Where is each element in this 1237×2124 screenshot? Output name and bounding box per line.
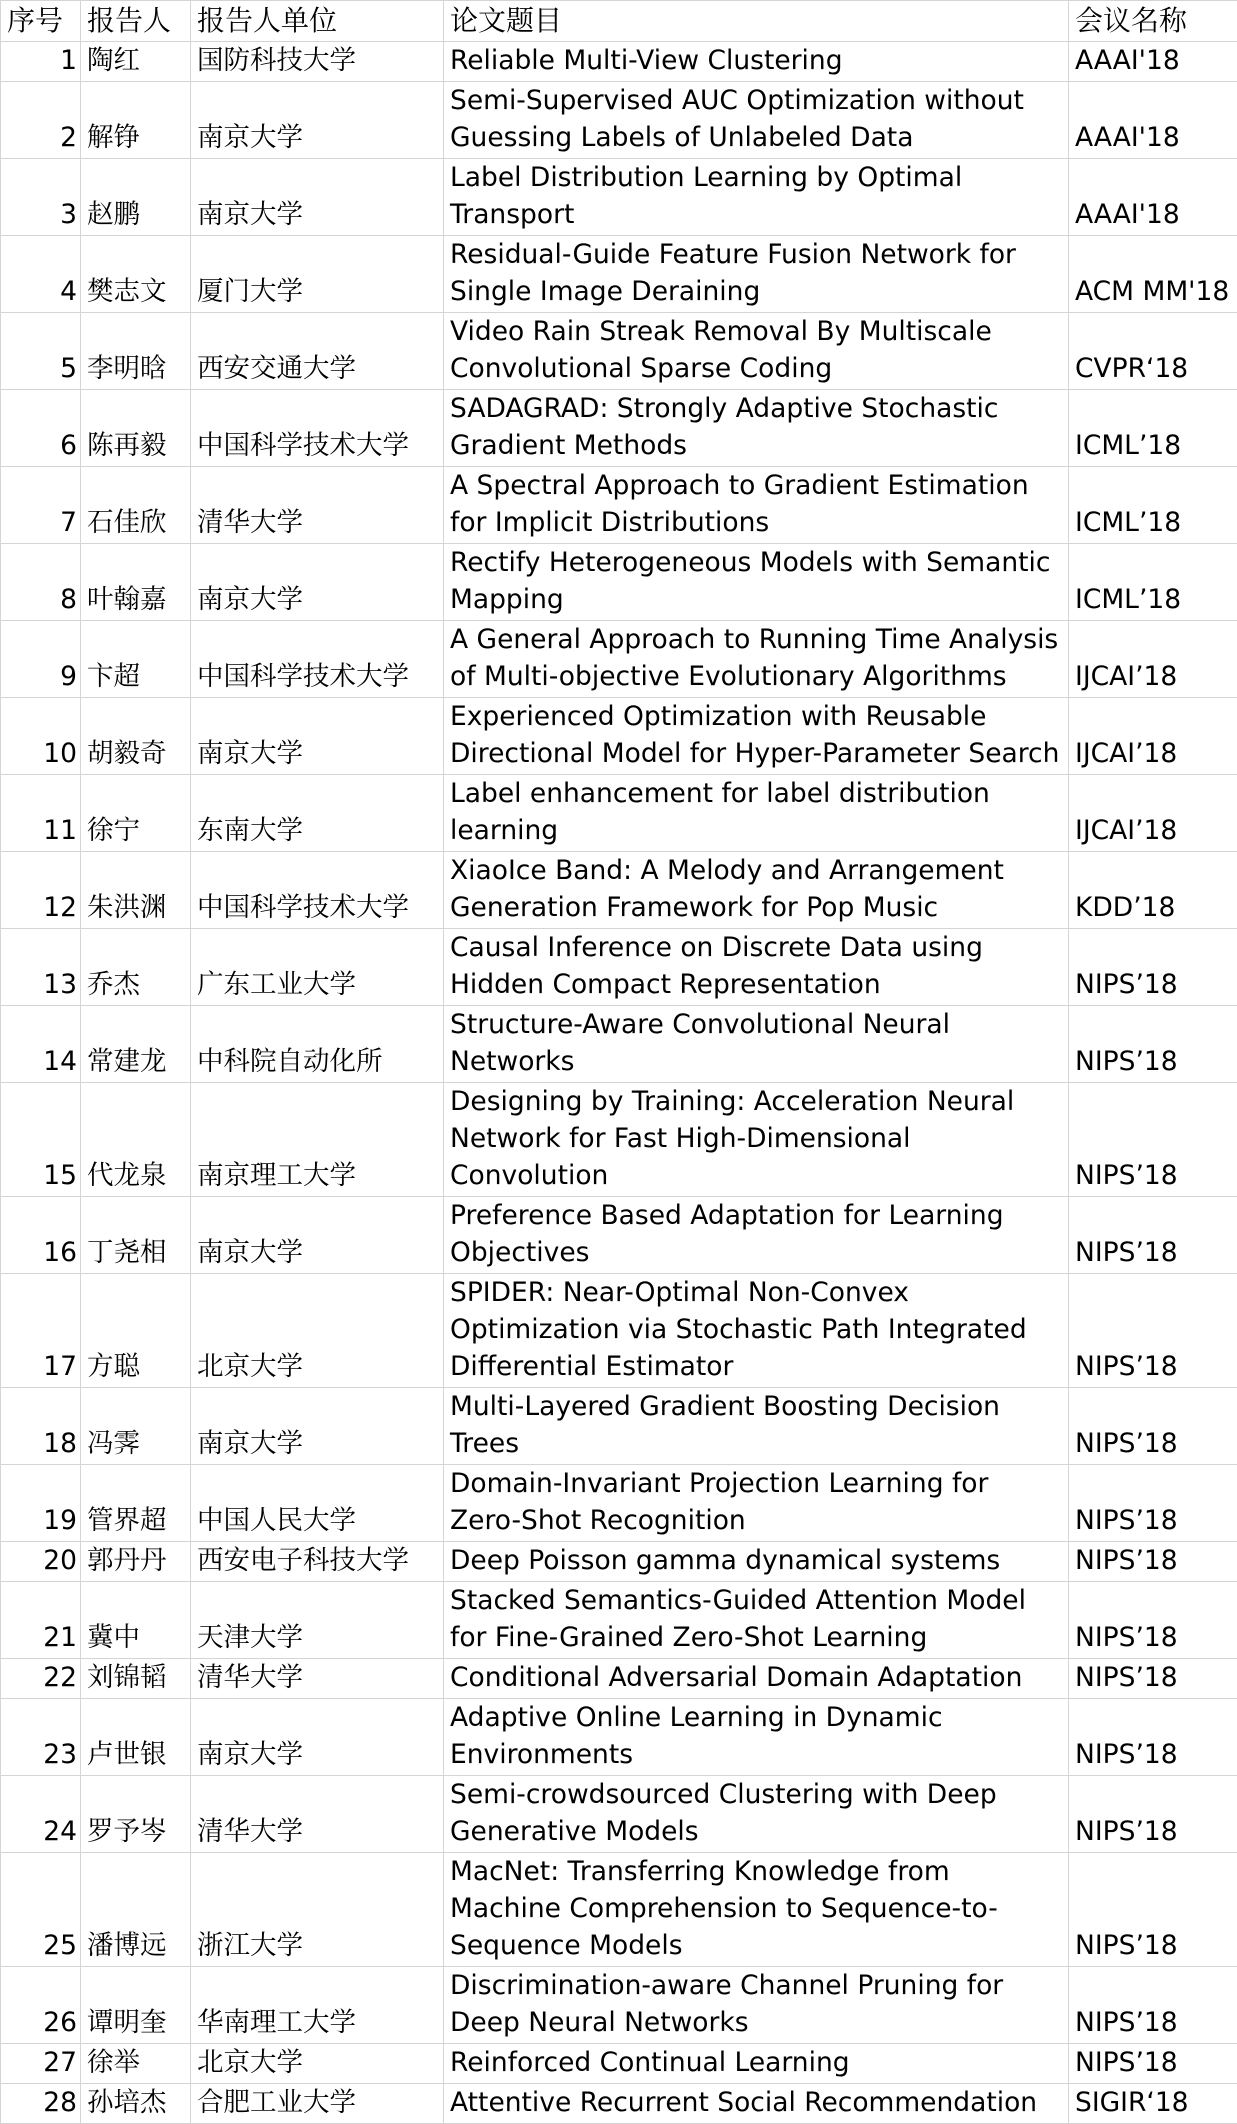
table-row <box>1 621 1237 698</box>
cell-presenter: 谭明奎 <box>81 1967 191 2044</box>
table-row <box>1 1542 1237 1582</box>
cell-index: 8 <box>1 544 81 621</box>
cell-presenter: 解铮 <box>81 82 191 159</box>
cell-venue: IJCAI’18 <box>1069 621 1237 698</box>
cell-affiliation: 南京大学 <box>191 698 444 775</box>
table-row <box>1 42 1237 82</box>
cell-venue: NIPS’18 <box>1069 1699 1237 1776</box>
cell-title: Attentive Recurrent Social Recommendation <box>444 2084 1069 2124</box>
cell-presenter: 叶翰嘉 <box>81 544 191 621</box>
cell-affiliation: 中国科学技术大学 <box>191 852 444 929</box>
header-venue: 会议名称 <box>1069 1 1237 42</box>
cell-index: 18 <box>1 1388 81 1465</box>
table-row <box>1 852 1237 929</box>
cell-venue: ACM MM'18 <box>1069 236 1237 313</box>
cell-index: 13 <box>1 929 81 1006</box>
cell-affiliation: 中国人民大学 <box>191 1465 444 1542</box>
table-row <box>1 1388 1237 1465</box>
cell-presenter: 潘博远 <box>81 1853 191 1967</box>
paper-table-body <box>1 1 1237 2124</box>
cell-title: A Spectral Approach to Gradient Estimation for Implicit Distributions <box>444 467 1069 544</box>
cell-venue: ICML’18 <box>1069 544 1237 621</box>
cell-index: 9 <box>1 621 81 698</box>
cell-presenter: 樊志文 <box>81 236 191 313</box>
cell-presenter: 罗予岑 <box>81 1776 191 1853</box>
cell-title: SADAGRAD: Strongly Adaptive Stochastic Gradient Methods <box>444 390 1069 467</box>
cell-title: Stacked Semantics-Guided Attention Model for Fine-Grained Zero-Shot Learning <box>444 1582 1069 1659</box>
cell-index: 7 <box>1 467 81 544</box>
cell-venue: AAAI'18 <box>1069 42 1237 82</box>
cell-venue: ICML’18 <box>1069 467 1237 544</box>
cell-title: MacNet: Transferring Knowledge from Machine Comprehension to Sequence-to-Sequence Models <box>444 1853 1069 1967</box>
cell-title: Reinforced Continual Learning <box>444 2044 1069 2084</box>
cell-venue: NIPS’18 <box>1069 1388 1237 1465</box>
header-affiliation: 报告人单位 <box>191 1 444 42</box>
table-row <box>1 1083 1237 1197</box>
cell-affiliation: 清华大学 <box>191 467 444 544</box>
cell-presenter: 胡毅奇 <box>81 698 191 775</box>
table-row <box>1 1699 1237 1776</box>
cell-title: Rectify Heterogeneous Models with Semantic Mapping <box>444 544 1069 621</box>
cell-index: 27 <box>1 2044 81 2084</box>
cell-title: Preference Based Adaptation for Learning Objectives <box>444 1197 1069 1274</box>
cell-venue: NIPS’18 <box>1069 2044 1237 2084</box>
cell-presenter: 赵鹏 <box>81 159 191 236</box>
cell-presenter: 徐宁 <box>81 775 191 852</box>
cell-presenter: 丁尧相 <box>81 1197 191 1274</box>
cell-venue: NIPS’18 <box>1069 1465 1237 1542</box>
cell-affiliation: 南京大学 <box>191 544 444 621</box>
cell-title: Multi-Layered Gradient Boosting Decision Trees <box>444 1388 1069 1465</box>
cell-index: 17 <box>1 1274 81 1388</box>
cell-index: 1 <box>1 42 81 82</box>
cell-affiliation: 中科院自动化所 <box>191 1006 444 1083</box>
cell-index: 21 <box>1 1582 81 1659</box>
cell-index: 12 <box>1 852 81 929</box>
cell-index: 15 <box>1 1083 81 1197</box>
cell-index: 2 <box>1 82 81 159</box>
cell-title: Designing by Training: Acceleration Neural Network for Fast High-Dimensional Convolution <box>444 1083 1069 1197</box>
cell-presenter: 陶红 <box>81 42 191 82</box>
cell-title: Reliable Multi-View Clustering <box>444 42 1069 82</box>
table-row <box>1 1582 1237 1659</box>
cell-venue: KDD’18 <box>1069 852 1237 929</box>
table-row <box>1 1967 1237 2044</box>
table-row <box>1 1776 1237 1853</box>
cell-index: 20 <box>1 1542 81 1582</box>
cell-index: 26 <box>1 1967 81 2044</box>
cell-venue: NIPS’18 <box>1069 1853 1237 1967</box>
table-row <box>1 1465 1237 1542</box>
cell-title: Causal Inference on Discrete Data using Hidden Compact Representation <box>444 929 1069 1006</box>
cell-presenter: 孙培杰 <box>81 2084 191 2124</box>
cell-affiliation: 西安电子科技大学 <box>191 1542 444 1582</box>
cell-title: SPIDER: Near-Optimal Non-Convex Optimization via Stochastic Path Integrated Differential Estimator <box>444 1274 1069 1388</box>
cell-index: 3 <box>1 159 81 236</box>
cell-venue: NIPS’18 <box>1069 1083 1237 1197</box>
cell-index: 28 <box>1 2084 81 2124</box>
cell-affiliation: 北京大学 <box>191 2044 444 2084</box>
cell-venue: CVPR‘18 <box>1069 313 1237 390</box>
cell-title: Semi-crowdsourced Clustering with Deep Generative Models <box>444 1776 1069 1853</box>
cell-title: Discrimination-aware Channel Pruning for Deep Neural Networks <box>444 1967 1069 2044</box>
cell-venue: AAAI'18 <box>1069 82 1237 159</box>
cell-title: Semi-Supervised AUC Optimization without Guessing Labels of Unlabeled Data <box>444 82 1069 159</box>
cell-index: 14 <box>1 1006 81 1083</box>
table-row <box>1 313 1237 390</box>
cell-presenter: 石佳欣 <box>81 467 191 544</box>
table-row <box>1 544 1237 621</box>
cell-venue: NIPS’18 <box>1069 1659 1237 1699</box>
table-row <box>1 390 1237 467</box>
cell-affiliation: 浙江大学 <box>191 1853 444 1967</box>
cell-affiliation: 中国科学技术大学 <box>191 621 444 698</box>
table-row <box>1 698 1237 775</box>
cell-venue: SIGIR‘18 <box>1069 2084 1237 2124</box>
table-row <box>1 236 1237 313</box>
cell-affiliation: 南京大学 <box>191 159 444 236</box>
cell-title: Video Rain Streak Removal By Multiscale Convolutional Sparse Coding <box>444 313 1069 390</box>
cell-affiliation: 南京大学 <box>191 1197 444 1274</box>
cell-presenter: 管界超 <box>81 1465 191 1542</box>
cell-presenter: 代龙泉 <box>81 1083 191 1197</box>
cell-affiliation: 华南理工大学 <box>191 1967 444 2044</box>
cell-title: Adaptive Online Learning in Dynamic Environments <box>444 1699 1069 1776</box>
table-row <box>1 1274 1237 1388</box>
cell-index: 23 <box>1 1699 81 1776</box>
cell-presenter: 李明晗 <box>81 313 191 390</box>
cell-title: Label enhancement for label distribution learning <box>444 775 1069 852</box>
cell-index: 25 <box>1 1853 81 1967</box>
cell-index: 4 <box>1 236 81 313</box>
cell-affiliation: 南京大学 <box>191 1388 444 1465</box>
cell-index: 6 <box>1 390 81 467</box>
cell-title: Conditional Adversarial Domain Adaptation <box>444 1659 1069 1699</box>
cell-venue: NIPS’18 <box>1069 1542 1237 1582</box>
cell-presenter: 朱洪渊 <box>81 852 191 929</box>
cell-venue: AAAI'18 <box>1069 159 1237 236</box>
cell-title: Deep Poisson gamma dynamical systems <box>444 1542 1069 1582</box>
cell-index: 19 <box>1 1465 81 1542</box>
header-row <box>1 1 1237 42</box>
cell-presenter: 陈再毅 <box>81 390 191 467</box>
cell-presenter: 常建龙 <box>81 1006 191 1083</box>
cell-title: Structure-Aware Convolutional Neural Networks <box>444 1006 1069 1083</box>
cell-venue: NIPS’18 <box>1069 1197 1237 1274</box>
cell-affiliation: 合肥工业大学 <box>191 2084 444 2124</box>
cell-presenter: 乔杰 <box>81 929 191 1006</box>
cell-venue: NIPS’18 <box>1069 1274 1237 1388</box>
table-row <box>1 1659 1237 1699</box>
cell-affiliation: 国防科技大学 <box>191 42 444 82</box>
cell-index: 10 <box>1 698 81 775</box>
cell-title: A General Approach to Running Time Analysis of Multi-objective Evolutionary Algorithms <box>444 621 1069 698</box>
cell-index: 5 <box>1 313 81 390</box>
cell-affiliation: 清华大学 <box>191 1659 444 1699</box>
cell-presenter: 冯霁 <box>81 1388 191 1465</box>
table-row <box>1 1197 1237 1274</box>
cell-venue: NIPS’18 <box>1069 1006 1237 1083</box>
cell-presenter: 卞超 <box>81 621 191 698</box>
table-row <box>1 159 1237 236</box>
cell-title: Experienced Optimization with Reusable Directional Model for Hyper-Parameter Search <box>444 698 1069 775</box>
cell-presenter: 徐举 <box>81 2044 191 2084</box>
cell-title: XiaoIce Band: A Melody and Arrangement Generation Framework for Pop Music <box>444 852 1069 929</box>
table-row <box>1 2044 1237 2084</box>
cell-venue: NIPS’18 <box>1069 1967 1237 2044</box>
cell-venue: ICML’18 <box>1069 390 1237 467</box>
table-row <box>1 1006 1237 1083</box>
cell-affiliation: 南京大学 <box>191 82 444 159</box>
cell-title: Residual-Guide Feature Fusion Network for Single Image Deraining <box>444 236 1069 313</box>
cell-presenter: 冀中 <box>81 1582 191 1659</box>
table-row <box>1 2084 1237 2124</box>
header-index: 序号 <box>1 1 81 42</box>
cell-affiliation: 东南大学 <box>191 775 444 852</box>
cell-affiliation: 西安交通大学 <box>191 313 444 390</box>
cell-venue: IJCAI’18 <box>1069 775 1237 852</box>
cell-affiliation: 中国科学技术大学 <box>191 390 444 467</box>
cell-index: 24 <box>1 1776 81 1853</box>
cell-venue: NIPS’18 <box>1069 929 1237 1006</box>
header-title: 论文题目 <box>444 1 1069 42</box>
cell-presenter: 郭丹丹 <box>81 1542 191 1582</box>
cell-affiliation: 南京大学 <box>191 1699 444 1776</box>
cell-affiliation: 广东工业大学 <box>191 929 444 1006</box>
cell-venue: NIPS’18 <box>1069 1776 1237 1853</box>
cell-venue: NIPS’18 <box>1069 1582 1237 1659</box>
cell-title: Label Distribution Learning by Optimal Transport <box>444 159 1069 236</box>
cell-presenter: 刘锦韬 <box>81 1659 191 1699</box>
cell-affiliation: 厦门大学 <box>191 236 444 313</box>
table-row <box>1 82 1237 159</box>
header-presenter: 报告人 <box>81 1 191 42</box>
cell-index: 22 <box>1 1659 81 1699</box>
table-row <box>1 1853 1237 1967</box>
cell-index: 11 <box>1 775 81 852</box>
cell-affiliation: 南京理工大学 <box>191 1083 444 1197</box>
table-row <box>1 929 1237 1006</box>
table-row <box>1 775 1237 852</box>
cell-presenter: 方聪 <box>81 1274 191 1388</box>
cell-affiliation: 天津大学 <box>191 1582 444 1659</box>
cell-index: 16 <box>1 1197 81 1274</box>
cell-presenter: 卢世银 <box>81 1699 191 1776</box>
cell-affiliation: 清华大学 <box>191 1776 444 1853</box>
cell-venue: IJCAI’18 <box>1069 698 1237 775</box>
table-row <box>1 467 1237 544</box>
cell-title: Domain-Invariant Projection Learning for Zero-Shot Recognition <box>444 1465 1069 1542</box>
cell-affiliation: 北京大学 <box>191 1274 444 1388</box>
